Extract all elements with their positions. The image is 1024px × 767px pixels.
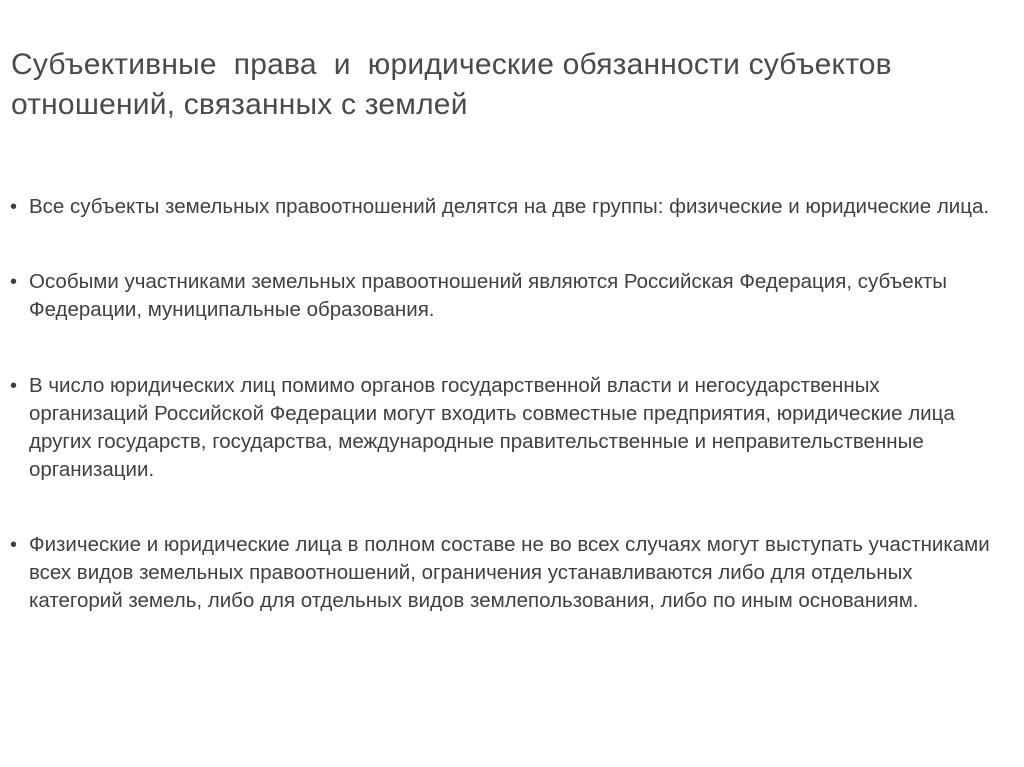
- bullet-list: [10, 193, 990, 615]
- bullet-dot-icon: •: [10, 196, 18, 218]
- bullet-dot-icon: •: [10, 534, 18, 556]
- bullet-text: В число юридических лиц помимо органов государственной власти и негосударственных организаций Российской Федерации могут входить совместные предприятия, юридические лица других государств, государства, международные правительственные и неправительственные организации.: [29, 374, 955, 481]
- slide-title: Субъективные права и юридические обязанности субъектов отношений, связанных с землей: [11, 48, 901, 121]
- bullet-dot-icon: •: [10, 271, 18, 293]
- bullet-text: Все субъекты земельных правоотношений делятся на две группы: физические и юридические лица.: [29, 195, 990, 218]
- bullet-item: [10, 531, 990, 615]
- bullet-item: [10, 268, 990, 324]
- bullet-item: [10, 372, 990, 484]
- bullet-dot-icon: •: [10, 375, 18, 397]
- bullet-text: Особыми участниками земельных правоотношений являются Российская Федерация, субъекты Федерации, муниципальные образования.: [29, 270, 948, 321]
- bullet-item: [10, 193, 990, 221]
- bullet-text: Физические и юридические лица в полном составе не во всех случаях могут выступать участниками всех видов земельных правоотношений, ограничения устанавливаются либо для отдельных категорий земель, либо для отдельных видов землепользования, либо по иным основаниям.: [29, 533, 990, 612]
